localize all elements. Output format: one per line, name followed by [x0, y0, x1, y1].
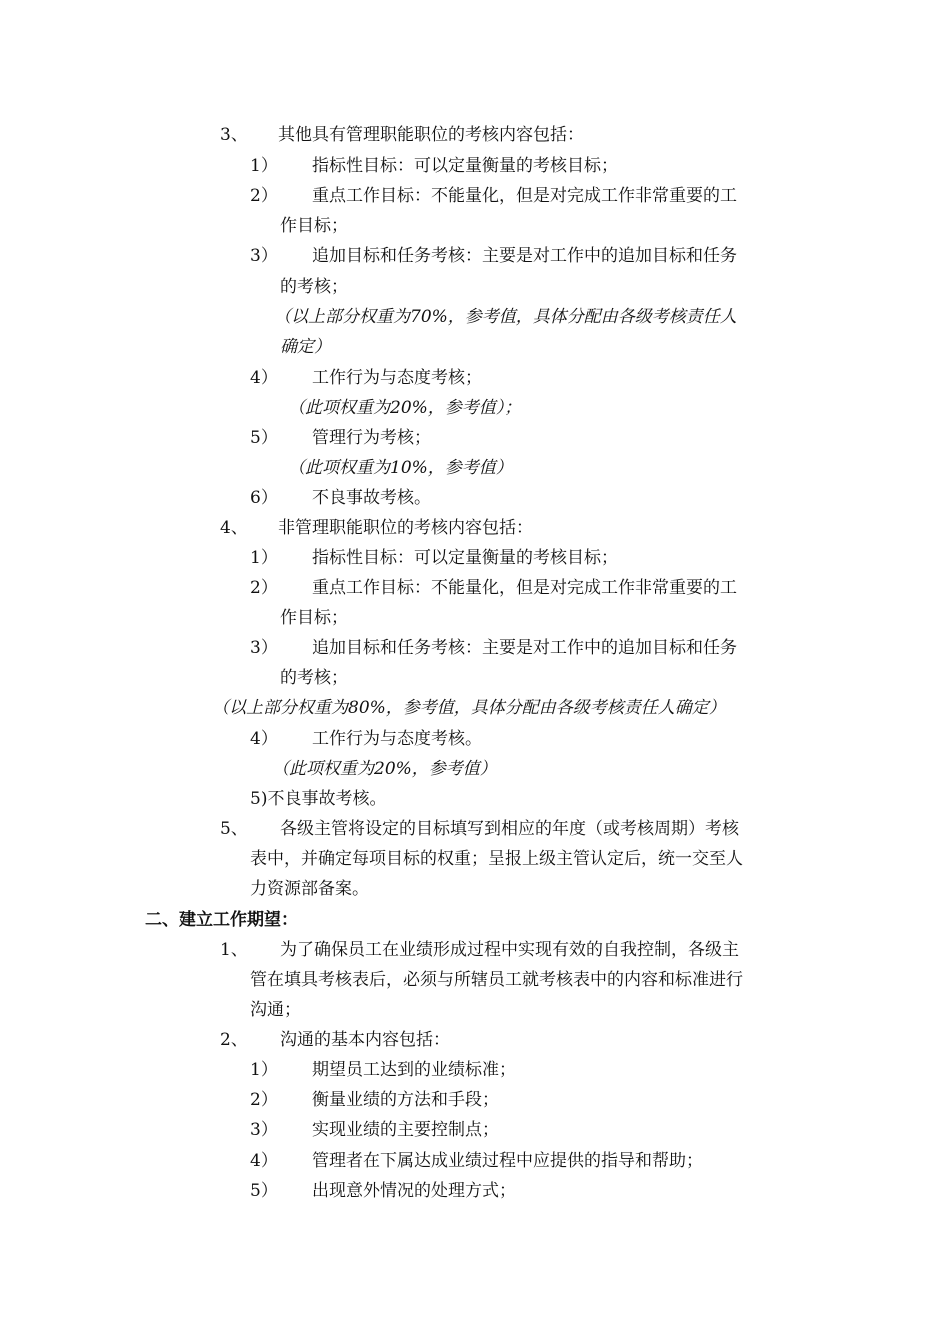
heading-text: 二、建立工作期望：: [145, 910, 298, 930]
item-text: 期望员工达到的业绩标准；: [312, 1060, 516, 1080]
item-text: 为了确保员工在业绩形成过程中实现有效的自我控制，各级主: [280, 940, 739, 960]
item-text: 工作行为与态度考核；: [312, 368, 482, 388]
item-text: 力资源部备案。: [250, 879, 369, 899]
item-number: 3）: [250, 638, 278, 658]
item-number: 4、: [220, 518, 248, 538]
note-text: （此项权重为20%，参考值）；: [288, 398, 522, 418]
item-text: 其他具有管理职能职位的考核内容包括：: [278, 125, 584, 145]
item-text: 各级主管将设定的目标填写到相应的年度（或考核周期）考核: [280, 819, 739, 839]
item-number: 5）: [250, 1181, 278, 1201]
item-text: 作目标；: [280, 608, 348, 628]
item-text: 的考核；: [280, 668, 348, 688]
item-text: 管在填具考核表后，必须与所辖员工就考核表中的内容和标准进行: [250, 970, 743, 990]
item-number: 5、: [220, 819, 248, 839]
item-number: 4）: [250, 729, 278, 749]
note-text: （以上部分权重为70%，参考值，具体分配由各级考核责任人: [274, 307, 737, 327]
item-number: 6）: [250, 488, 278, 508]
item-number: 5）: [250, 428, 278, 448]
item-number: 1）: [250, 1060, 278, 1080]
item-number: 1、: [220, 940, 248, 960]
item-text: 管理行为考核；: [312, 428, 431, 448]
note-text: 确定）: [280, 337, 331, 357]
note-text: （以上部分权重为80%，参考值，具体分配由各级考核责任人确定）: [212, 698, 726, 718]
item-text: 表中，并确定每项目标的权重；呈报上级主管认定后，统一交至人: [250, 849, 743, 869]
item-text: 衡量业绩的方法和手段；: [312, 1090, 499, 1110]
item-number: 2、: [220, 1030, 248, 1050]
item-text: 实现业绩的主要控制点；: [312, 1120, 499, 1140]
item-text: 沟通；: [250, 1000, 301, 1020]
item-text: 作目标；: [280, 216, 348, 236]
item-text: 指标性目标：可以定量衡量的考核目标；: [312, 156, 618, 176]
item-text: 重点工作目标：不能量化，但是对完成工作非常重要的工: [312, 578, 737, 598]
item-text: 5)不良事故考核。: [250, 789, 387, 809]
item-text: 重点工作目标：不能量化，但是对完成工作非常重要的工: [312, 186, 737, 206]
item-text: 出现意外情况的处理方式；: [312, 1181, 516, 1201]
item-number: 3、: [220, 125, 248, 145]
item-number: 3）: [250, 1120, 278, 1140]
item-number: 1）: [250, 156, 278, 176]
item-text: 沟通的基本内容包括：: [280, 1030, 450, 1050]
item-text: 管理者在下属达成业绩过程中应提供的指导和帮助；: [312, 1151, 703, 1171]
item-text: 追加目标和任务考核：主要是对工作中的追加目标和任务: [312, 246, 737, 266]
item-number: 1）: [250, 548, 278, 568]
item-text: 非管理职能职位的考核内容包括：: [278, 518, 533, 538]
item-number: 2）: [250, 1090, 278, 1110]
note-text: （此项权重为20%，参考值）: [272, 759, 497, 779]
item-text: 的考核；: [280, 277, 348, 297]
item-number: 2）: [250, 578, 278, 598]
item-text: 追加目标和任务考核：主要是对工作中的追加目标和任务: [312, 638, 737, 658]
item-number: 2）: [250, 186, 278, 206]
item-number: 4）: [250, 1151, 278, 1171]
item-text: 指标性目标：可以定量衡量的考核目标；: [312, 548, 618, 568]
item-text: 工作行为与态度考核。: [312, 729, 482, 749]
item-number: 3）: [250, 246, 278, 266]
note-text: （此项权重为10%，参考值）: [288, 458, 513, 478]
item-text: 不良事故考核。: [312, 488, 431, 508]
item-number: 4）: [250, 368, 278, 388]
